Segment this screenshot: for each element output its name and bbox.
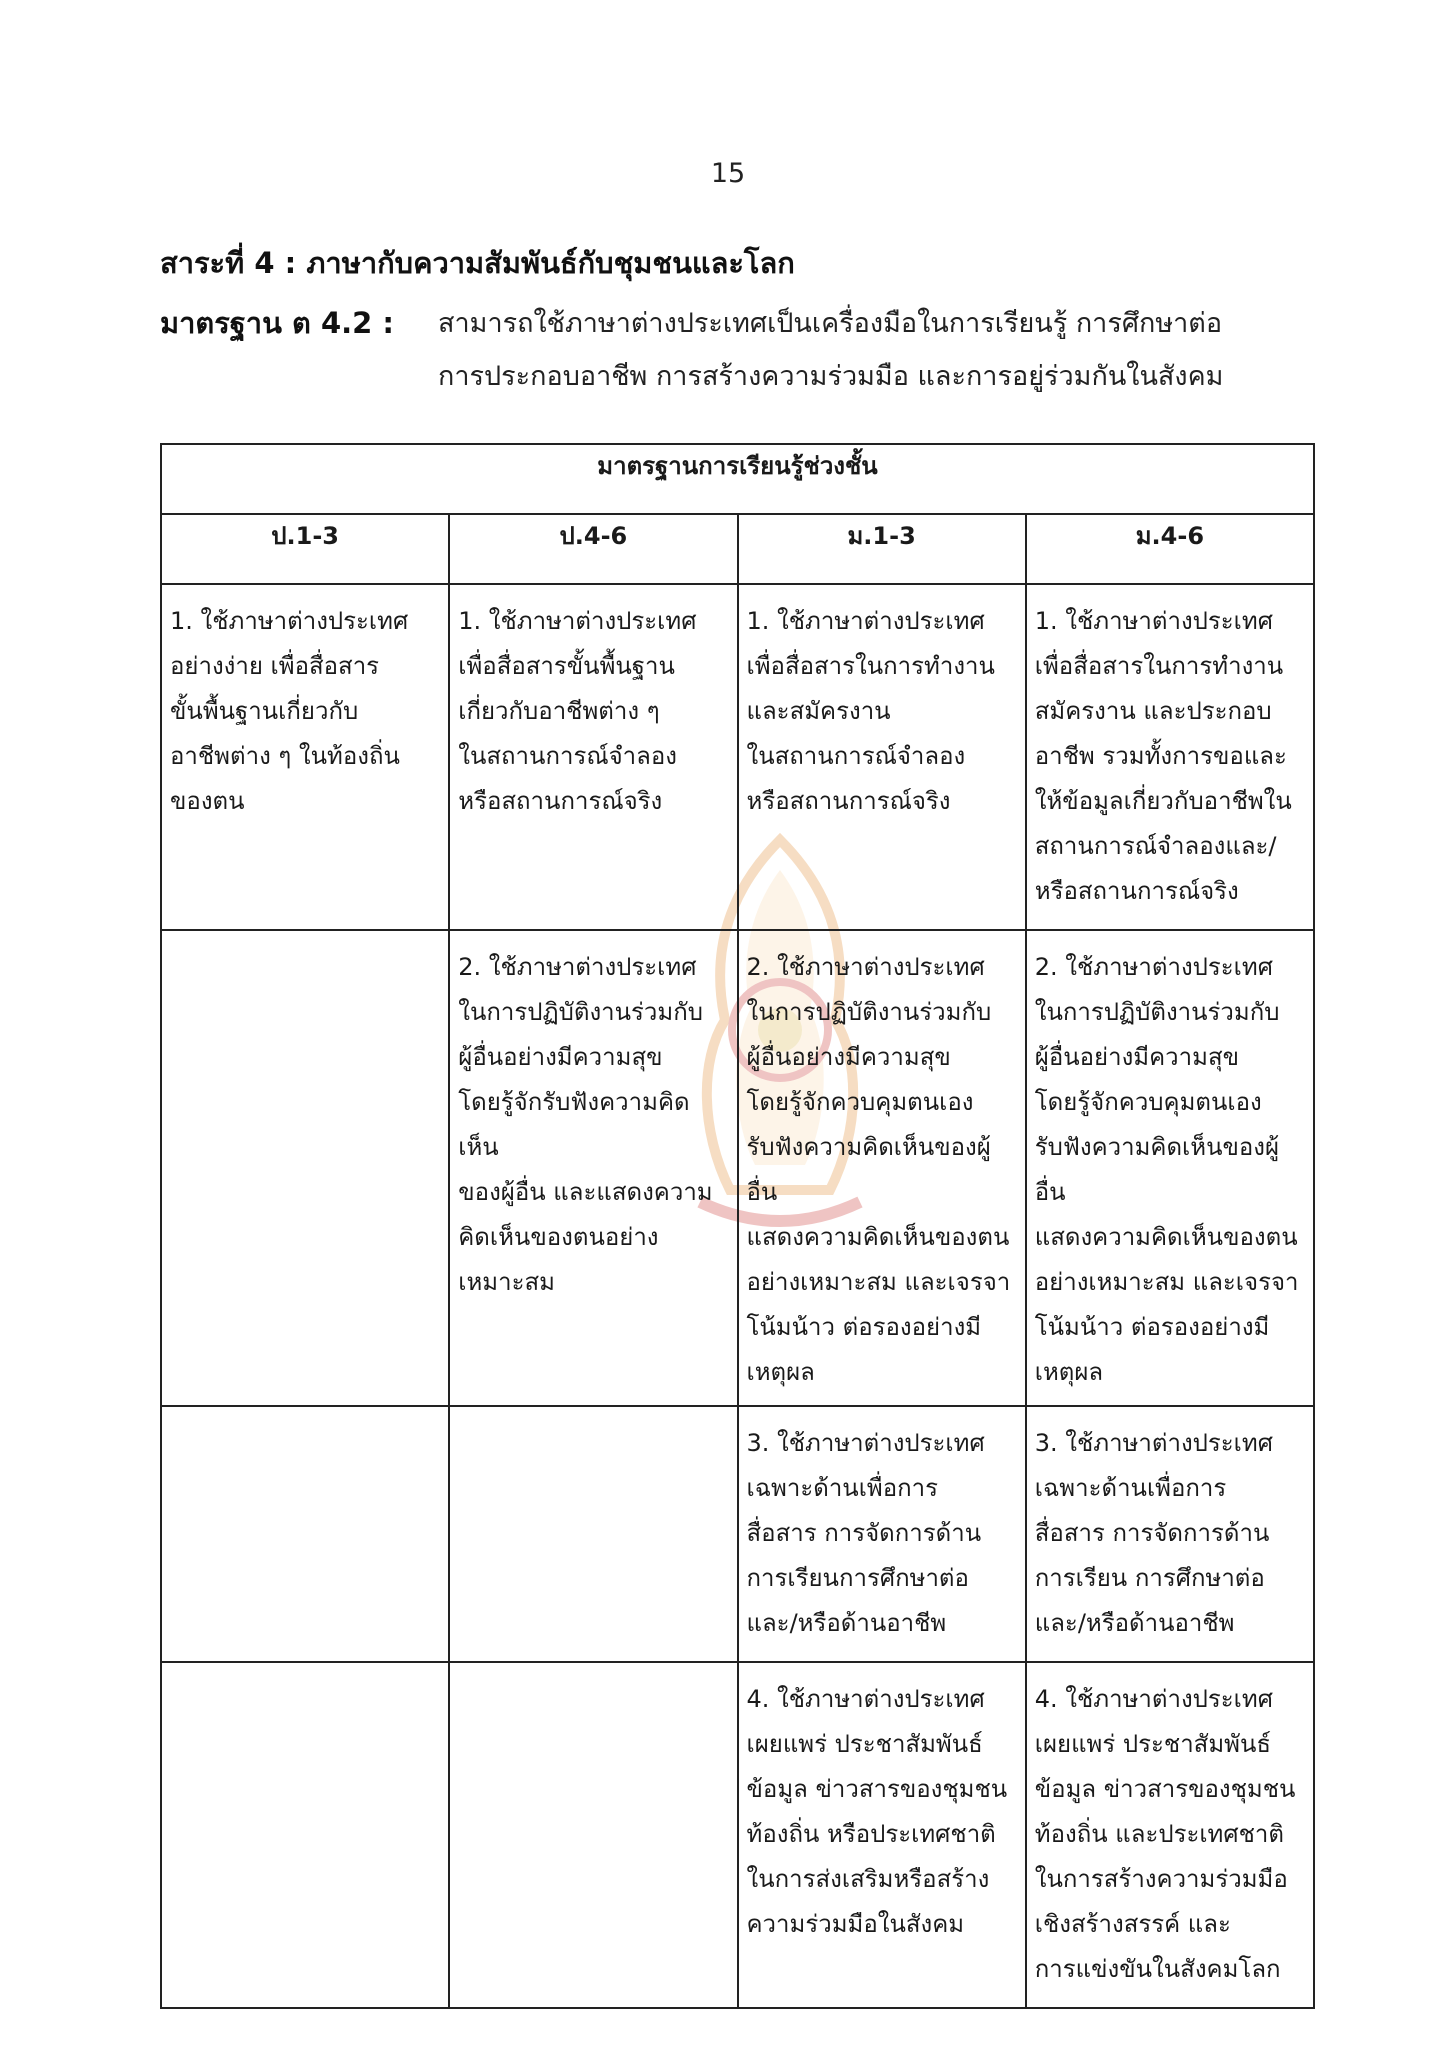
- standard-text-line-1: สามารถใช้ภาษาต่างประเทศเป็นเครื่องมือในการเรียนรู้ การศึกษาต่อ: [438, 308, 1223, 339]
- standard-label: มาตรฐาน ต 4.2 :: [160, 306, 395, 340]
- level-header-p4-6: ป.4-6: [449, 514, 737, 584]
- table-row: [161, 1406, 1314, 1662]
- table-cell: 1. ใช้ภาษาต่างประเทศ อย่างง่าย เพื่อสื่อสาร ขั้นพื้นฐานเกี่ยวกับ อาชีพต่าง ๆ ในท้องถิ่น ของตน: [161, 584, 449, 930]
- table-cell: 2. ใช้ภาษาต่างประเทศ ในการปฏิบัติงานร่วมกับ ผู้อื่นอย่างมีความสุข โดยรู้จักควบคุมตนเอง รับฟังความคิดเห็นของผู้อื่น แสดงความคิดเห็นของตน อย่างเหมาะสม และเจรจา โน้มน้าว ต่อรองอย่างมี เหตุผล: [1026, 930, 1314, 1406]
- table-cell: [161, 1406, 449, 1662]
- table-cell: 2. ใช้ภาษาต่างประเทศ ในการปฏิบัติงานร่วมกับ ผู้อื่นอย่างมีความสุข โดยรู้จักรับฟังความคิดเห็น ของผู้อื่น และแสดงความ คิดเห็นของตนอย่าง เหมาะสม: [449, 930, 737, 1406]
- table-cell: 3. ใช้ภาษาต่างประเทศ เฉพาะด้านเพื่อการ สื่อสาร การจัดการด้าน การเรียนการศึกษาต่อ และ/หรือด้านอาชีพ: [738, 1406, 1026, 1662]
- table-cell: 3. ใช้ภาษาต่างประเทศ เฉพาะด้านเพื่อการ สื่อสาร การจัดการด้าน การเรียน การศึกษาต่อ และ/หรือด้านอาชีพ: [1026, 1406, 1314, 1662]
- table-cell: [161, 930, 449, 1406]
- strand-heading: สาระที่ 4 : ภาษากับความสัมพันธ์กับชุมชนและโลก: [160, 246, 795, 280]
- table-row: [161, 930, 1314, 1406]
- table-cell: 2. ใช้ภาษาต่างประเทศ ในการปฏิบัติงานร่วมกับ ผู้อื่นอย่างมีความสุข โดยรู้จักควบคุมตนเอง รับฟังความคิดเห็นของผู้อื่น แสดงความคิดเห็นของตน อย่างเหมาะสม และเจรจา โน้มน้าว ต่อรองอย่างมี เหตุผล: [738, 930, 1026, 1406]
- table-cell: 4. ใช้ภาษาต่างประเทศ เผยแพร่ ประชาสัมพันธ์ ข้อมูล ข่าวสารของชุมชน ท้องถิ่น หรือประเทศชาติ ในการส่งเสริมหรือสร้าง ความร่วมมือในสังคม: [738, 1662, 1026, 2008]
- table-title: มาตรฐานการเรียนรู้ช่วงชั้น: [161, 444, 1314, 514]
- level-header-p1-3: ป.1-3: [161, 514, 449, 584]
- level-header-m1-3: ม.1-3: [738, 514, 1026, 584]
- standard-text-line-2: การประกอบอาชีพ การสร้างความร่วมมือ และการอยู่ร่วมกันในสังคม: [438, 361, 1224, 392]
- learning-standards-table: [160, 443, 1315, 2009]
- table-cell: 1. ใช้ภาษาต่างประเทศ เพื่อสื่อสารในการทำงาน และสมัครงาน ในสถานการณ์จำลอง หรือสถานการณ์จริง: [738, 584, 1026, 930]
- page-number: 15: [710, 158, 746, 189]
- table-cell: [161, 1662, 449, 2008]
- table-cell: 1. ใช้ภาษาต่างประเทศ เพื่อสื่อสารขั้นพื้นฐาน เกี่ยวกับอาชีพต่าง ๆ ในสถานการณ์จำลอง หรือสถานการณ์จริง: [449, 584, 737, 930]
- table-cell: [449, 1406, 737, 1662]
- level-header-m4-6: ม.4-6: [1026, 514, 1314, 584]
- table-cell: 1. ใช้ภาษาต่างประเทศ เพื่อสื่อสารในการทำงาน สมัครงาน และประกอบ อาชีพ รวมทั้งการขอและ ให้ข้อมูลเกี่ยวกับอาชีพใน สถานการณ์จำลองและ/ หรือสถานการณ์จริง: [1026, 584, 1314, 930]
- table-row: [161, 1662, 1314, 2008]
- table-cell: [449, 1662, 737, 2008]
- table-cell: 4. ใช้ภาษาต่างประเทศ เผยแพร่ ประชาสัมพันธ์ ข้อมูล ข่าวสารของชุมชน ท้องถิ่น และประเทศชาติ ในการสร้างความร่วมมือ เชิงสร้างสรรค์ และ การแข่งขันในสังคมโลก: [1026, 1662, 1314, 2008]
- table-row: [161, 584, 1314, 930]
